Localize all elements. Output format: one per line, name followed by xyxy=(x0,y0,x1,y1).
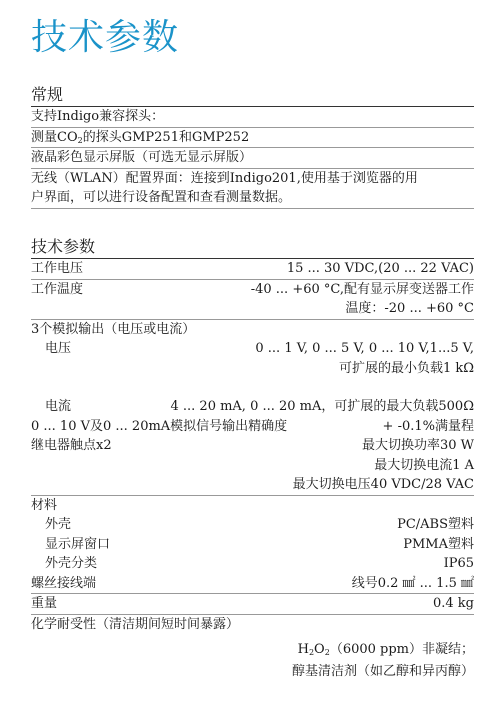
display-window-value: PMMA塑料 xyxy=(403,536,474,552)
co2-subscript: 2 xyxy=(77,135,83,145)
general-line-wlan: 无线（WLAN）配置界面：连接到Indigo201,使用基于浏览器的用 xyxy=(31,170,418,186)
housing-class-row xyxy=(31,554,474,574)
screw-terminals-value: 线号0.2 ㎟ ... 1.5 ㎟ xyxy=(351,575,474,591)
general-line-co2-probes xyxy=(31,128,474,149)
housing-class-label: 外壳分类 xyxy=(45,556,98,571)
relay-max-power: 最大切换功率30 W xyxy=(361,438,474,453)
relay-max-voltage: 最大切换电压40 VDC/28 VAC xyxy=(31,475,474,496)
screw-terminals-row xyxy=(31,574,474,595)
housing-material-row xyxy=(31,515,474,535)
current-output-row xyxy=(31,397,474,417)
operating-temp-value: -40 ... +60 °C,配有显示屏变送器工作 xyxy=(250,281,474,297)
h2o2-h: H xyxy=(297,642,309,657)
co2-probe-models: 的探头GMP251和GMP252 xyxy=(82,129,250,145)
voltage-output-label: 电压 xyxy=(45,341,72,356)
output-accuracy-value: + -0.1%满量程 xyxy=(382,418,474,434)
h2o2-concentration: （6000 ppm）非凝结； xyxy=(329,642,474,657)
housing-class-value: IP65 xyxy=(443,556,474,571)
operating-voltage-label: 工作电压 xyxy=(31,261,84,276)
operating-voltage-value: 15 ... 30 VDC,(20 ... 22 VAC) xyxy=(286,261,474,276)
chemical-resistance-label: 化学耐受性（清洁期间短时间暴露） xyxy=(31,616,240,632)
voltage-output-value: 0 ... 1 V, 0 ... 5 V, 0 ... 10 V,1...5 V, xyxy=(255,341,474,356)
analog-outputs-label: 3个模拟输出（电压或电流） xyxy=(31,321,196,337)
output-accuracy-row xyxy=(31,417,474,437)
output-accuracy-label: 0 ... 10 V及0 ... 20mA模拟信号输出精确度 xyxy=(31,418,288,434)
operating-temp-label: 工作温度 xyxy=(31,281,84,297)
h2o2-sub-1: 2 xyxy=(308,648,315,657)
h2o2-sub-2: 2 xyxy=(324,648,330,657)
current-output-label: 电流 xyxy=(45,399,72,414)
voltage-output-row xyxy=(31,339,474,359)
co2-prefix: 测量CO xyxy=(31,129,78,145)
general-section xyxy=(31,85,474,209)
relay-row xyxy=(31,436,474,456)
general-heading: 常规 xyxy=(31,85,474,107)
operating-temp-row xyxy=(31,280,474,300)
relay-max-current: 最大切换电流1 A xyxy=(374,457,474,473)
specs-heading: 技术参数 xyxy=(31,237,474,259)
current-output-value: 4 ... 20 mA, 0 ... 20 mA，可扩展的最大负载500Ω xyxy=(170,399,474,414)
chemical-resistance-value-cont: 醇基清洁剂（如乙醇和异丙醇） xyxy=(291,663,474,679)
operating-voltage-row xyxy=(31,259,474,280)
specs-section xyxy=(31,237,474,681)
voltage-output-value-cont: 可扩展的最小负载1 kΩ xyxy=(338,360,474,376)
display-window-label: 显示屏窗口 xyxy=(45,536,111,552)
chemical-resistance-value xyxy=(31,640,474,660)
weight-row xyxy=(31,594,474,615)
h2o2-o: O xyxy=(314,642,325,657)
housing-material-label: 外壳 xyxy=(45,517,72,532)
spacer xyxy=(31,378,474,397)
weight-value: 0.4 kg xyxy=(432,596,474,611)
weight-label: 重量 xyxy=(31,596,58,611)
screw-terminals-label: 螺丝接线端 xyxy=(31,575,97,591)
display-window-row xyxy=(31,535,474,555)
general-line-probe-support: 支持Indigo兼容探头： xyxy=(31,107,474,128)
housing-material-value: PC/ABS塑料 xyxy=(397,517,474,532)
general-line-wlan-cont: 户界面，可以进行设备配置和查看测量数据。 xyxy=(31,188,474,209)
page-title: 技术参数 xyxy=(31,17,180,58)
general-line-display: 液晶彩色显示屏版（可选无显示屏版） xyxy=(31,148,474,169)
materials-label: 材料 xyxy=(31,497,58,513)
relay-label: 继电器触点x2 xyxy=(31,438,112,453)
operating-temp-value-cont: 温度：-20 ... +60 °C xyxy=(31,299,474,320)
